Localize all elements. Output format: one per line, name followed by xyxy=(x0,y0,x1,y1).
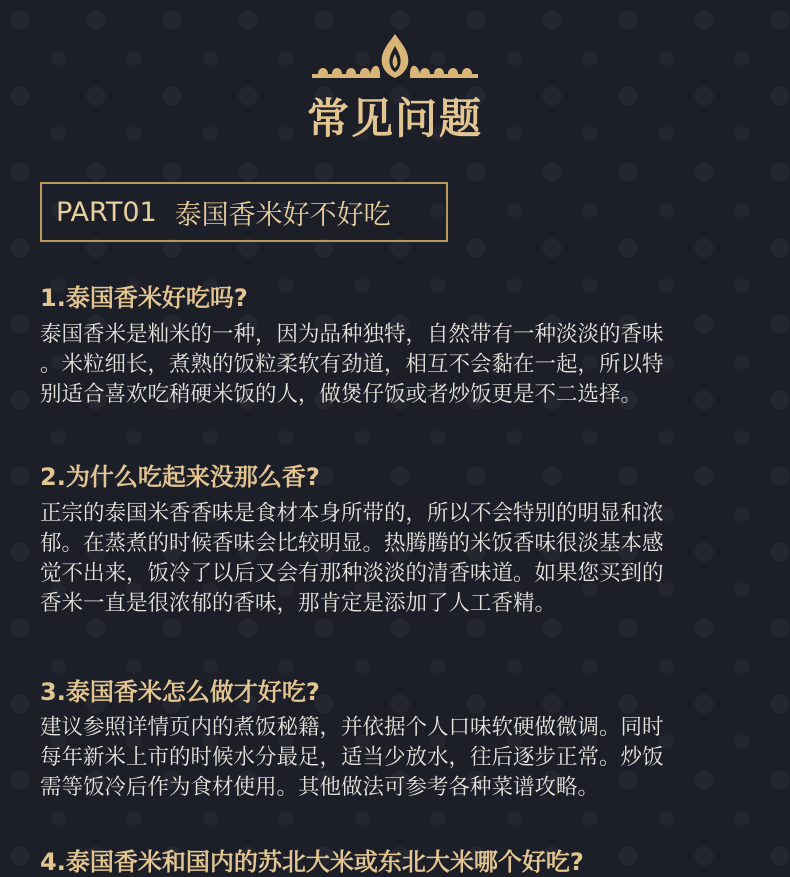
answer-line: 别适合喜欢吃稍硬米饭的人，做煲仔饭或者炒饭更是不二选择。 xyxy=(40,382,643,407)
part-title: 泰国香米好不好吃 xyxy=(174,199,391,231)
part-tag: PART01 xyxy=(56,196,157,228)
answer-line: 。米粒细长，煮熟的饭粒柔软有劲道，相互不会黏在一起，所以特 xyxy=(40,352,664,377)
answer-line: 正宗的泰国米香香味是食材本身所带的，所以不会特别的明显和浓 xyxy=(40,501,664,526)
faq-answer-3 xyxy=(40,713,756,803)
thai-ornament-icon xyxy=(310,32,480,80)
faq-question-4: 4.泰国香米和国内的苏北大米或东北大米哪个好吃? xyxy=(40,848,584,876)
answer-line: 郁。在蒸煮的时候香味会比较明显。热腾腾的米饭香味很淡基本感 xyxy=(40,531,664,556)
answer-line: 每年新米上市的时候水分最足，适当少放水，往后逐步正常。炒饭 xyxy=(40,745,664,770)
faq-question-2: 2.为什么吃起来没那么香? xyxy=(40,463,320,491)
answer-line: 需等饭冷后作为食材使用。其他做法可参考各种菜谱攻略。 xyxy=(40,775,600,800)
faq-question-1: 1.泰国香米好吃吗? xyxy=(40,284,248,312)
answer-line: 香米一直是很浓郁的香味，那肯定是添加了人工香精。 xyxy=(40,591,557,616)
faq-answer-2 xyxy=(40,499,756,619)
answer-line: 建议参照详情页内的煮饭秘籍，并依据个人口味软硬做微调。同时 xyxy=(40,715,664,740)
page-title: 常见问题 xyxy=(306,94,483,143)
answer-line: 觉不出来，饭冷了以后又会有那种淡淡的清香味道。如果您买到的 xyxy=(40,561,664,586)
faq-question-3: 3.泰国香米怎么做才好吃? xyxy=(40,678,320,706)
answer-line: 泰国香米是籼米的一种，因为品种独特，自然带有一种淡淡的香味 xyxy=(40,322,664,347)
faq-answer-1 xyxy=(40,320,756,410)
section-heading-box xyxy=(40,182,448,242)
